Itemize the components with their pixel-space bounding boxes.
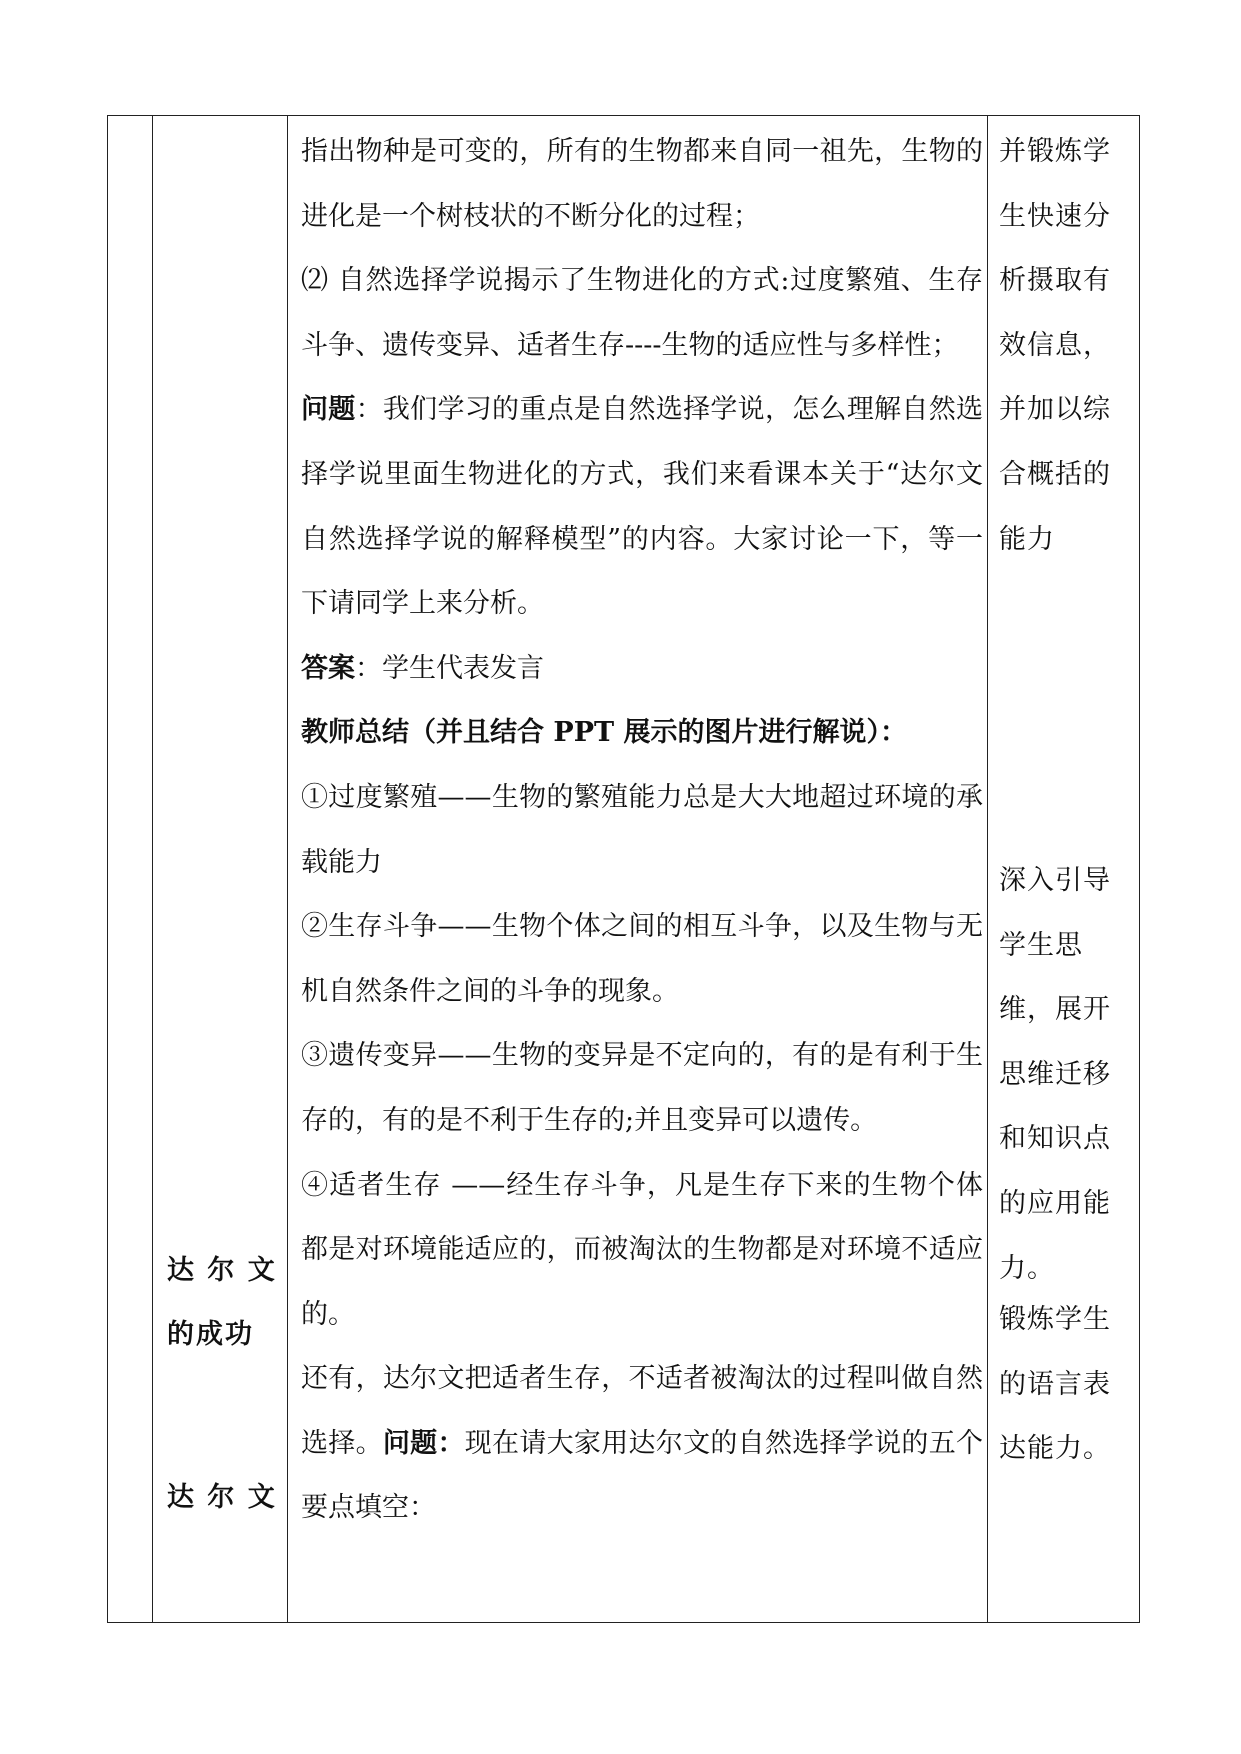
summary-heading: 教师总结（并且结合 PPT 展示的图片进行解说）：: [301, 717, 907, 749]
teaching-content-cell: [288, 116, 988, 1623]
answer-text: ：学生代表发言: [355, 652, 544, 684]
design-intent-cell: [988, 116, 1140, 1623]
answer-1: [301, 637, 983, 702]
question-text: ：我们学习的重点是自然选择学说，怎么理解自然选择学说里面生物进化的方式，我们来看课本关于“达尔文自然选择学说的解释模型”的内容。大家讨论一下，等一下请同学上来分析。: [301, 394, 984, 620]
lesson-plan-table: [107, 115, 1140, 1623]
paragraph-natural-selection-def: 还有，达尔文把适者生存，不适者被淘汰的过程叫做自然选择。: [301, 1363, 983, 1459]
intent-note-language: 锻炼学生的语言表达能力。: [999, 1304, 1111, 1465]
point-variation: ③遗传变异——生物的变异是不定向的，有的是有利于生存的，有的是不利于生存的;并且变异可以遗传。: [301, 1040, 983, 1136]
intent-note-thinking: 深入引导学生思维，展开思维迁移和知识点的应用能力。: [999, 865, 1111, 1284]
point-survival-of-fittest: ④适者生存 ——经生存斗争，凡是生存下来的生物个体都是对环境能适应的，而被淘汰的生物都是对环境不适应的。: [301, 1169, 983, 1330]
answer-label: 答案: [301, 652, 355, 684]
question-1: [301, 378, 983, 636]
question-label: 问题: [301, 394, 356, 426]
paragraph-natural-selection: ⑵ 自然选择学说揭示了生物进化的方式:过度繁殖、生存斗争、遗传变异、适者生存----生物的适应性与多样性；: [301, 265, 983, 361]
question-label: 问题：: [382, 1427, 465, 1459]
point-struggle: ②生存斗争——生物个体之间的相互斗争，以及生物与无机自然条件之间的斗争的现象。: [301, 911, 983, 1007]
topic-title-next: 达 尔 文: [167, 1482, 277, 1513]
paragraph-species-variable: 指出物种是可变的，所有的生物都来自同一祖先，生物的进化是一个树枝状的不断分化的过程；: [301, 136, 983, 232]
blank-column-cell: [108, 116, 153, 1623]
topic-title-success: 达 尔 文 的成功: [167, 1255, 277, 1350]
point-overproduction: ①过度繁殖——生物的繁殖能力总是大大地超过环境的承载能力: [301, 781, 983, 878]
question-text: 现在请大家用达尔文的自然选择学说的五个要点填空：: [301, 1427, 983, 1524]
table-row: [108, 116, 1140, 1623]
topic-column-cell: [153, 116, 288, 1623]
teaching-content: [288, 116, 987, 1541]
question-2: [301, 1347, 983, 1541]
intent-note-analysis: 并锻炼学生快速分析摄取有效信息，并加以综合概括的能力: [999, 136, 1111, 555]
